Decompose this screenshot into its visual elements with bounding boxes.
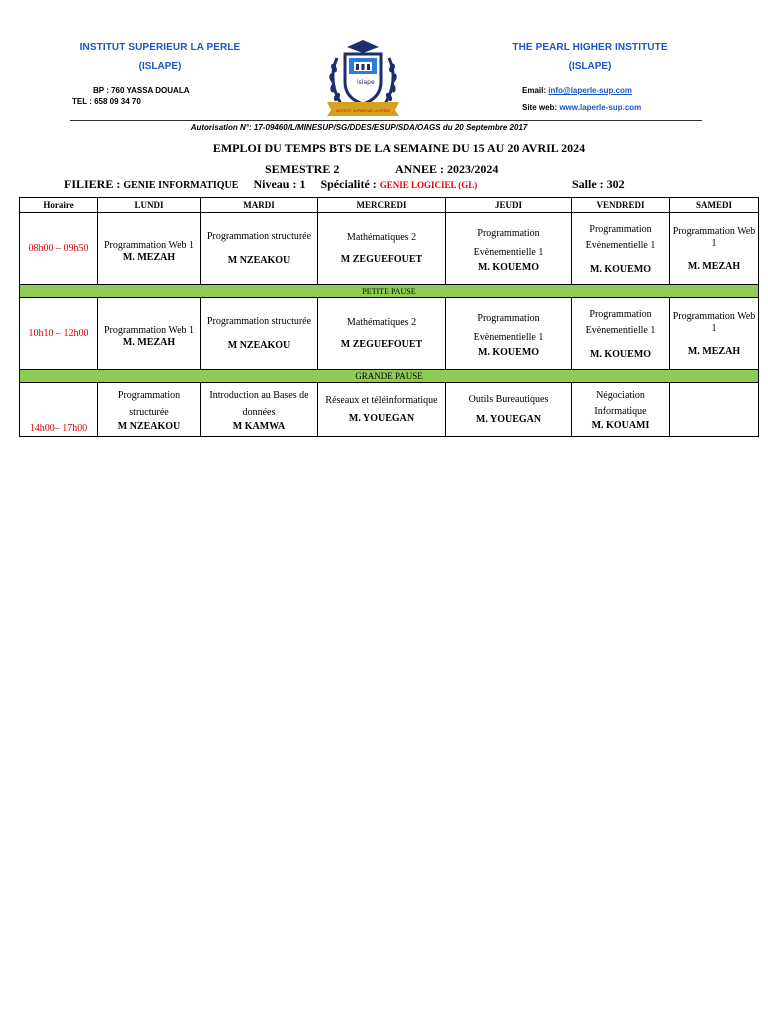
course-name: Outils Bureautiques <box>468 393 549 405</box>
time-slot-3: 14h00– 17h00 <box>20 383 98 437</box>
table-cell <box>572 383 670 437</box>
authorization-line: Autorisation N°: 17-09460/L/MINESUP/SG/DDES/ESUP/SDA/OAGS du 20 Septembre 2017 <box>190 123 528 132</box>
room: Salle : 302 <box>572 177 625 191</box>
course-name: Réseaux et téléinformatique <box>325 394 438 406</box>
col-header-lundi: LUNDI <box>98 198 201 213</box>
teacher-name: M NZEAKOU <box>227 255 291 267</box>
website-link[interactable]: www.laperle-sup.com <box>559 103 642 112</box>
table-cell <box>670 213 759 285</box>
specialite-label: Spécialité : <box>320 177 380 191</box>
level: Niveau : 1 <box>253 177 306 191</box>
course-name: Programmation Web 1 <box>672 225 756 249</box>
table-cell <box>318 298 446 370</box>
course-name: Programmation structurée <box>117 390 181 418</box>
table-cell <box>201 383 318 437</box>
header-right <box>470 42 710 112</box>
table-cell <box>98 213 201 285</box>
course-name: Négociation Informatique <box>594 390 647 417</box>
table-cell <box>572 298 670 370</box>
teacher-name: M. KOUEMO <box>477 262 540 273</box>
time-slot-2: 10h10 – 12h00 <box>20 298 98 370</box>
course-name: Introduction au Bases de données <box>209 390 309 418</box>
table-row <box>20 213 759 285</box>
table-cell <box>201 298 318 370</box>
teacher-name: M. MEZAH <box>687 260 741 272</box>
timetable <box>19 197 759 437</box>
institute-logo <box>323 38 403 118</box>
logo-ribbon-text: INSTITUT SUPERIEUR LA PERLE <box>335 109 391 113</box>
specialite-value: GENIE LOGICIEL (GL) <box>379 180 478 190</box>
table-cell <box>572 213 670 285</box>
filiere-label: FILIERE : <box>64 177 124 191</box>
course-name: Programmation Evènementielle 1 <box>473 313 544 343</box>
table-row <box>20 298 759 370</box>
teacher-name: M. KOUEMO <box>477 347 540 358</box>
institute-abbr-right: (ISLAPE) <box>568 61 612 72</box>
website-line <box>522 103 641 112</box>
teacher-name: M. MEZAH <box>122 252 176 264</box>
course-name: Programmation Evènementielle 1 <box>585 309 656 336</box>
table-cell <box>98 383 201 437</box>
email-line <box>522 86 632 95</box>
institute-name-en: THE PEARL HIGHER INSTITUTE <box>512 42 668 53</box>
teacher-name: M. YOUEGAN <box>475 414 542 426</box>
teacher-name: M ZEGUEFOUET <box>340 339 423 351</box>
break-row <box>20 370 759 383</box>
teacher-name: M. YOUEGAN <box>348 413 415 425</box>
teacher-name: M ZEGUEFOUET <box>340 254 423 266</box>
time-slot-1: 08h00 – 09h50 <box>20 213 98 285</box>
col-header-mercredi: MERCREDI <box>318 198 446 213</box>
table-header-row <box>20 198 759 213</box>
table-cell <box>446 383 572 437</box>
table-cell <box>98 298 201 370</box>
postal-box: BP : 760 YASSA DOUALA <box>93 86 190 95</box>
course-name: Programmation structurée <box>206 315 312 327</box>
header-left <box>30 42 290 106</box>
institute-name-fr: INSTITUT SUPERIEUR LA PERLE <box>79 42 241 53</box>
teacher-name: M. MEZAH <box>122 337 176 349</box>
col-header-mardi: MARDI <box>201 198 318 213</box>
email-link[interactable]: info@laperle-sup.com <box>548 86 633 95</box>
course-name: Programmation Evènementielle 1 <box>585 224 656 251</box>
short-break: PETITE PAUSE <box>20 285 759 298</box>
course-name: Programmation Web 1 <box>103 324 195 336</box>
website-label: Site web: <box>522 103 560 112</box>
break-row <box>20 285 759 298</box>
table-row <box>20 383 759 437</box>
table-cell <box>670 298 759 370</box>
teacher-name: M NZEAKOU <box>117 421 181 432</box>
logo-text: islape <box>357 79 375 86</box>
email-label: Email: <box>522 86 549 95</box>
col-header-samedi: SAMEDI <box>670 198 759 213</box>
long-break: GRANDE PAUSE <box>20 370 759 383</box>
academic-year: ANNEE : 2023/2024 <box>395 162 499 176</box>
teacher-name: M. KOUEMO <box>589 349 652 360</box>
header-divider <box>70 120 702 121</box>
course-name: Mathématiques 2 <box>346 231 417 243</box>
teacher-name: M NZEAKOU <box>227 340 291 352</box>
teacher-name: M. KOUAMI <box>591 420 650 431</box>
course-name: Programmation Web 1 <box>672 310 756 334</box>
table-cell <box>318 213 446 285</box>
course-name: Programmation Web 1 <box>103 239 195 251</box>
table-cell-empty <box>670 383 759 437</box>
telephone: TEL : 658 09 34 70 <box>72 97 141 106</box>
teacher-name: M KAMWA <box>232 421 286 432</box>
course-name: Mathématiques 2 <box>346 316 417 328</box>
semester: SEMESTRE 2 <box>265 162 340 176</box>
col-header-vendredi: VENDREDI <box>572 198 670 213</box>
table-cell <box>201 213 318 285</box>
teacher-name: M. KOUEMO <box>589 264 652 275</box>
table-cell <box>446 213 572 285</box>
table-cell <box>318 383 446 437</box>
course-name: Programmation Evènementielle 1 <box>473 228 544 258</box>
col-header-horaire: Horaire <box>20 198 98 213</box>
col-header-jeudi: JEUDI <box>446 198 572 213</box>
teacher-name: M. MEZAH <box>687 345 741 357</box>
program-info <box>64 177 477 192</box>
institute-abbr-left: (ISLAPE) <box>138 61 182 72</box>
course-name: Programmation structurée <box>206 230 312 242</box>
table-cell <box>446 298 572 370</box>
schedule-title: EMPLOI DU TEMPS BTS DE LA SEMAINE DU 15 AU 20 AVRIL 2024 <box>212 141 586 155</box>
filiere-value: GENIE INFORMATIQUE <box>123 180 239 191</box>
